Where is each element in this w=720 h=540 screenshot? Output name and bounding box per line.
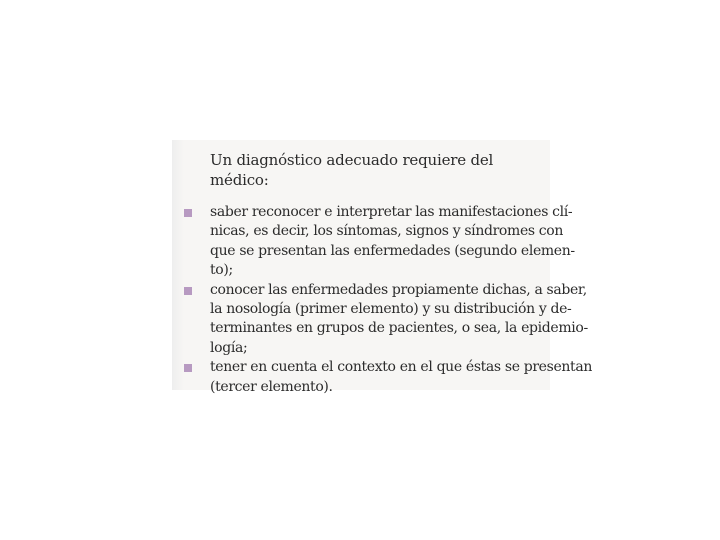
text-line: saber reconocer e interpretar las manifestaciones clí- [210, 204, 573, 220]
list-item-text [210, 281, 588, 359]
text-line: terminantes en grupos de pacientes, o sea, la epidemio- [210, 320, 588, 337]
square-bullet-icon [184, 287, 192, 295]
text-line: tener en cuenta el contexto en el que éstas se presentan [210, 359, 592, 376]
document-body [180, 150, 592, 397]
text-line: (tercer elemento). [210, 378, 333, 395]
text-line: nicas, es decir, los síntomas, signos y síndromes con [210, 223, 564, 240]
square-bullet-icon [184, 364, 192, 372]
list-item [180, 358, 592, 397]
list-item-text [210, 203, 575, 281]
text-line: conocer las enfermedades propiamente dichas, a saber, [210, 281, 587, 298]
list-item [180, 203, 575, 281]
list-item-text [210, 358, 592, 397]
list-item [180, 281, 588, 359]
text-line: to); [210, 262, 233, 279]
intro-sentence: Un diagnóstico adecuado requiere del médico: [210, 151, 494, 189]
bullet-list [180, 203, 592, 397]
text-line: que se presentan las enfermedades (segundo elemen- [210, 242, 575, 259]
square-bullet-icon [184, 209, 192, 217]
text-line: logía; [210, 339, 248, 356]
text-line: la nosología (primer elemento) y su distribución y de- [210, 301, 572, 318]
